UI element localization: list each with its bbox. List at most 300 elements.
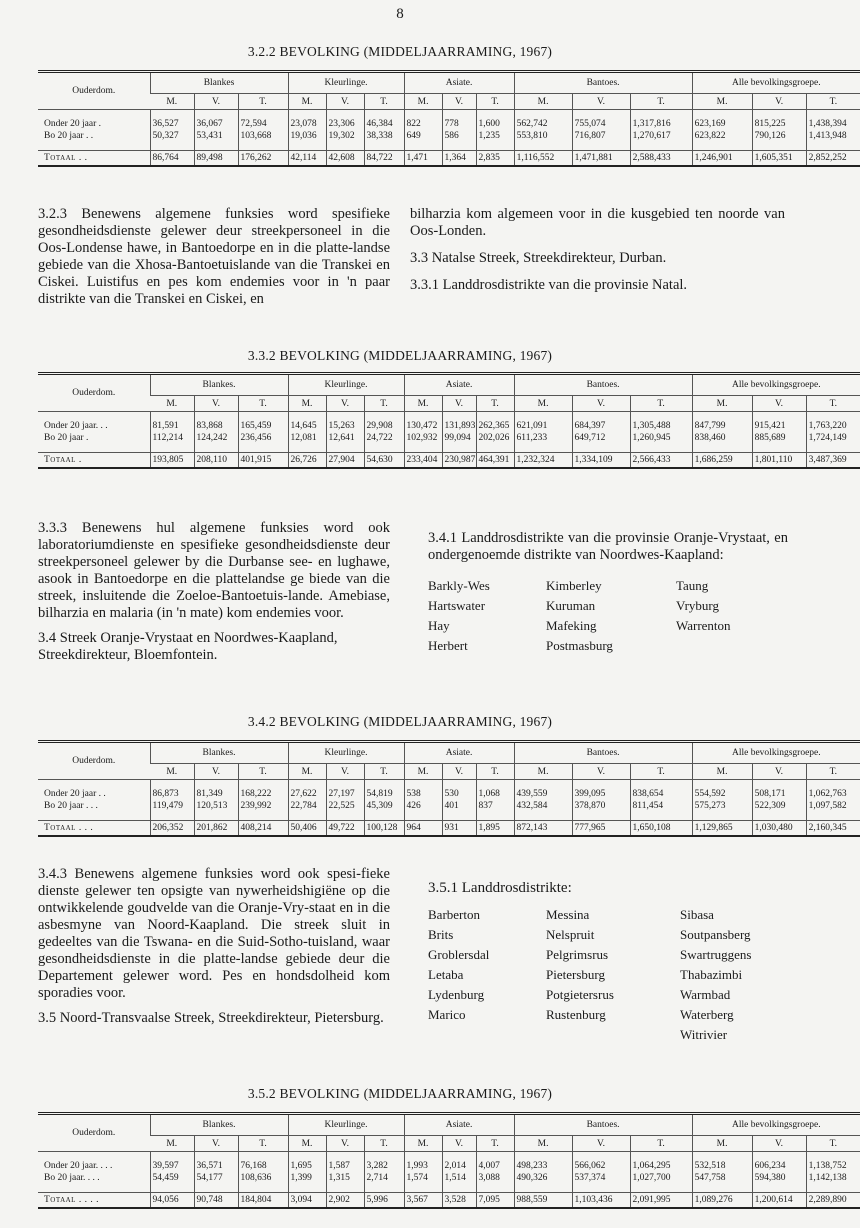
table-row — [38, 130, 860, 142]
column-header-group: Blankes. — [150, 1114, 288, 1136]
district-name: Kimberley — [546, 578, 602, 593]
table-cell: 233,404 — [404, 453, 442, 469]
sub-header: V. — [572, 94, 630, 110]
table-cell: 1,200,614 — [752, 1193, 806, 1209]
table-row — [38, 800, 860, 812]
table-cell: 1,605,351 — [752, 151, 806, 167]
column-header-group: Alle bevolkingsgroepe. — [692, 72, 860, 94]
table-cell: 838,460 — [692, 432, 752, 444]
table-row — [38, 1160, 860, 1172]
sub-header: T. — [364, 1136, 404, 1152]
population-table-3-5-2 — [38, 1112, 860, 1209]
section-heading: 3.3 Natalse Streek, Streekdirekteur, Durban. — [410, 250, 667, 266]
table-cell: 1,089,276 — [692, 1193, 752, 1209]
table-cell: 716,807 — [572, 130, 630, 142]
table-cell: 1,438,394 — [806, 118, 860, 130]
table-cell: 1,103,436 — [572, 1193, 630, 1209]
table-cell: 1,246,901 — [692, 151, 752, 167]
sub-header: T. — [364, 94, 404, 110]
table-cell: 790,126 — [752, 130, 806, 142]
table-cell: 623,169 — [692, 118, 752, 130]
sub-header: V. — [572, 1136, 630, 1152]
column-header-group: Alle bevolkingsgroepe. — [692, 1114, 860, 1136]
column-header-group: Asiate. — [404, 374, 514, 396]
row-label: Totaal . . . — [38, 821, 150, 837]
sub-header: T. — [806, 764, 860, 780]
table-cell: 401,915 — [238, 453, 288, 469]
row-label: Onder 20 jaar. . . — [44, 421, 108, 431]
sub-header: M. — [692, 764, 752, 780]
table-cell: 14,645 — [288, 420, 326, 432]
table-cell: 1,686,259 — [692, 453, 752, 469]
table-cell: 532,518 — [692, 1160, 752, 1172]
table-cell: 2,091,995 — [630, 1193, 692, 1209]
sub-header: V. — [442, 764, 476, 780]
sub-header: M. — [150, 396, 194, 412]
table-cell: 108,636 — [238, 1172, 288, 1184]
table-cell: 623,822 — [692, 130, 752, 142]
district-name — [676, 636, 786, 656]
sub-header: V. — [194, 764, 238, 780]
table-cell: 208,110 — [194, 453, 238, 469]
district-name: Pietersburg — [546, 967, 605, 982]
column-header-group: Asiate. — [404, 1114, 514, 1136]
table-cell: 100,128 — [364, 821, 404, 837]
table-caption-3-3-2: 3.3.2 BEVOLKING (MIDDELJAARRAMING, 1967) — [247, 348, 553, 363]
table-cell: 562,742 — [514, 118, 572, 130]
sub-header: M. — [692, 1136, 752, 1152]
sub-header: M. — [404, 94, 442, 110]
table-cell: 1,064,295 — [630, 1160, 692, 1172]
table-cell: 90,748 — [194, 1193, 238, 1209]
table-cell: 1,364 — [442, 151, 476, 167]
district-name: Mafeking — [546, 618, 597, 633]
table-cell: 915,421 — [752, 420, 806, 432]
district-name: Lydenburg — [428, 987, 485, 1002]
sub-header: V. — [572, 764, 630, 780]
table-cell: 46,384 — [364, 118, 404, 130]
column-header-group: Bantoes. — [514, 742, 692, 764]
column-header-group: Asiate. — [404, 742, 514, 764]
table-row — [38, 432, 860, 444]
sub-header: V. — [752, 94, 806, 110]
population-table-3-3-2 — [38, 372, 860, 469]
table-cell: 1,514 — [442, 1172, 476, 1184]
population-table-3-2-2 — [38, 70, 860, 167]
para-3-2-3 — [38, 206, 390, 316]
column-header-age: Ouderdom. — [38, 742, 150, 780]
table-cell: 586 — [442, 130, 476, 142]
table-cell: 36,067 — [194, 118, 238, 130]
total-row — [38, 821, 860, 837]
table-cell: 120,513 — [194, 800, 238, 812]
sub-header: M. — [404, 396, 442, 412]
table-cell: 23,078 — [288, 118, 326, 130]
table-cell: 230,987 — [442, 453, 476, 469]
table-row — [38, 1172, 860, 1184]
table-cell: 2,852,252 — [806, 151, 860, 167]
section-3-4-1 — [428, 530, 788, 656]
table-cell: 1,399 — [288, 1172, 326, 1184]
para-3-3-3 — [38, 520, 390, 672]
table-cell: 19,036 — [288, 130, 326, 142]
table-cell: 1,235 — [476, 130, 514, 142]
row-label: Totaal . . . . — [38, 1193, 150, 1209]
table-cell: 22,784 — [288, 800, 326, 812]
table-cell: 42,114 — [288, 151, 326, 167]
sub-header: T. — [238, 1136, 288, 1152]
district-name: Hay — [428, 618, 450, 633]
table-cell: 45,309 — [364, 800, 404, 812]
sub-header: T. — [238, 396, 288, 412]
sub-header: M. — [404, 764, 442, 780]
district-name — [546, 1025, 680, 1045]
row-label: Onder 20 jaar . — [44, 119, 101, 129]
table-cell: 50,327 — [150, 130, 194, 142]
table-cell: 931 — [442, 821, 476, 837]
table-cell: 29,908 — [364, 420, 404, 432]
table-cell: 3,567 — [404, 1193, 442, 1209]
table-cell: 12,641 — [326, 432, 364, 444]
table-cell: 102,932 — [404, 432, 442, 444]
row-label: Onder 20 jaar. . . . — [44, 1161, 113, 1171]
table-cell: 26,726 — [288, 453, 326, 469]
sub-header: T. — [476, 94, 514, 110]
sub-header: V. — [326, 396, 364, 412]
district-name: Letaba — [428, 967, 464, 982]
table-cell: 2,160,345 — [806, 821, 860, 837]
para-text: 3.3.3 Benewens hul algemene funksies word ook laboratoriumdienste en spesifieke gesondheidsdienste deur streekpersoneel gelewer by die Durbanse see- en lughawe, asook in Bantoedorpe en die plattelandse ge biede van die streek, insluitende die Zoeloe-Bantoetuis-lande. Amebiase, bilharzia en malaria (in 'n mate) kom endemies voor. — [38, 520, 390, 621]
table-row — [38, 118, 860, 130]
table-cell: 236,456 — [238, 432, 288, 444]
table-cell: 778 — [442, 118, 476, 130]
table-cell: 554,592 — [692, 788, 752, 800]
table-cell: 401 — [442, 800, 476, 812]
table-cell: 1,027,700 — [630, 1172, 692, 1184]
sub-header: T. — [806, 1136, 860, 1152]
sub-header: T. — [476, 396, 514, 412]
sub-header: T. — [806, 94, 860, 110]
district-name: Nelspruit — [546, 927, 595, 942]
table-cell: 54,459 — [150, 1172, 194, 1184]
sub-header: M. — [288, 396, 326, 412]
district-name: Barkly-Wes — [428, 578, 490, 593]
table-cell: 1,315 — [326, 1172, 364, 1184]
district-list — [428, 576, 788, 656]
column-header-group: Blankes. — [150, 742, 288, 764]
sub-header: M. — [692, 94, 752, 110]
table-cell: 84,722 — [364, 151, 404, 167]
table-cell: 86,764 — [150, 151, 194, 167]
district-name: Potgietersrus — [546, 987, 614, 1002]
table-cell: 1,232,324 — [514, 453, 572, 469]
sub-header: T. — [238, 94, 288, 110]
table-cell: 547,758 — [692, 1172, 752, 1184]
table-cell: 1,334,109 — [572, 453, 630, 469]
table-cell: 119,479 — [150, 800, 194, 812]
sub-header: T. — [476, 1136, 514, 1152]
district-name: Kuruman — [546, 598, 596, 613]
column-header-group: Blankes — [150, 72, 288, 94]
table-cell: 5,996 — [364, 1193, 404, 1209]
table-cell: 54,819 — [364, 788, 404, 800]
row-label: Totaal . . — [38, 151, 150, 167]
table-cell: 837 — [476, 800, 514, 812]
total-row — [38, 1193, 860, 1209]
table-cell: 553,810 — [514, 130, 572, 142]
table-cell: 3,094 — [288, 1193, 326, 1209]
table-cell: 872,143 — [514, 821, 572, 837]
table-cell: 130,472 — [404, 420, 442, 432]
table-cell: 89,498 — [194, 151, 238, 167]
table-cell: 1,142,138 — [806, 1172, 860, 1184]
table-cell: 1,030,480 — [752, 821, 806, 837]
para-text: 3.4.1 Landdrosdistrikte van die provinsie Oranje-Vrystaat, en ondergenoemde distrikte van Noordwes-Kaapland: — [428, 530, 788, 563]
sub-header: V. — [572, 396, 630, 412]
district-name: Sibasa — [680, 907, 714, 922]
table-cell: 239,992 — [238, 800, 288, 812]
table-cell: 86,873 — [150, 788, 194, 800]
section-3-5-1 — [428, 880, 788, 1045]
sub-header: T. — [476, 764, 514, 780]
column-header-group: Bantoes. — [514, 1114, 692, 1136]
table-cell: 530 — [442, 788, 476, 800]
table-cell: 439,559 — [514, 788, 572, 800]
table-cell: 1,471 — [404, 151, 442, 167]
table-cell: 22,525 — [326, 800, 364, 812]
table-cell: 54,630 — [364, 453, 404, 469]
table-cell: 1,260,945 — [630, 432, 692, 444]
sub-header: T. — [630, 396, 692, 412]
table-cell: 755,074 — [572, 118, 630, 130]
district-name: Pelgrimsrus — [546, 947, 609, 962]
table-cell: 522,309 — [752, 800, 806, 812]
section-3-3 — [410, 206, 785, 304]
table-cell: 537,374 — [572, 1172, 630, 1184]
column-header-group: Kleurlinge. — [288, 72, 404, 94]
sub-header: V. — [442, 94, 476, 110]
district-name: Witrivier — [680, 1027, 728, 1042]
table-cell: 1,097,582 — [806, 800, 860, 812]
table-cell: 847,799 — [692, 420, 752, 432]
row-label: Bo 20 jaar . . . — [44, 801, 98, 811]
table-cell: 112,214 — [150, 432, 194, 444]
district-name: Herbert — [428, 638, 468, 653]
table-cell: 566,062 — [572, 1160, 630, 1172]
table-row — [38, 420, 860, 432]
para-text: 3.5.1 Landdrosdistrikte: — [428, 880, 572, 896]
sub-header: T. — [630, 764, 692, 780]
table-cell: 1,129,865 — [692, 821, 752, 837]
district-name: Soutpansberg — [680, 927, 751, 942]
sub-header: V. — [326, 94, 364, 110]
section-heading: 3.3.1 Landdrosdistrikte van die provinsie Natal. — [410, 277, 688, 293]
district-name: Rustenburg — [546, 1007, 606, 1022]
table-cell: 54,177 — [194, 1172, 238, 1184]
table-cell: 2,014 — [442, 1160, 476, 1172]
sub-header: T. — [364, 764, 404, 780]
table-cell: 184,804 — [238, 1193, 288, 1209]
table-cell: 2,588,433 — [630, 151, 692, 167]
sub-header: M. — [514, 1136, 572, 1152]
column-header-group: Kleurlinge. — [288, 374, 404, 396]
sub-header: M. — [692, 396, 752, 412]
sub-header: V. — [194, 94, 238, 110]
sub-header: T. — [630, 94, 692, 110]
table-cell: 1,270,617 — [630, 130, 692, 142]
sub-header: V. — [326, 1136, 364, 1152]
table-cell: 777,965 — [572, 821, 630, 837]
column-header-age: Ouderdom. — [38, 1114, 150, 1152]
row-label: Totaal . — [38, 453, 150, 469]
table-cell: 1,600 — [476, 118, 514, 130]
para-text: 3.4.3 Benewens algemene funksies word ook spesi-fieke dienste gelewer ten opsigte van nywerheidshigiëne op die ontwikkelende goudvelde van die Oranje-Vry-staat en in die asbesmyne van Noord-Kaapland. Die streek sluit in gedeeltes van die Tswana- en die Suid-Sotho-tuisland, waar gesondheidsdienste in die platte-landse gebiede deur die Departement gelewer word. Pes en hondsdolheid kom sporadies voor. — [38, 866, 390, 1001]
table-caption-3-2-2: 3.2.2 BEVOLKING (MIDDELJAARRAMING, 1967) — [247, 44, 553, 59]
sub-header: V. — [442, 1136, 476, 1152]
sub-header: M. — [514, 396, 572, 412]
table-cell: 39,597 — [150, 1160, 194, 1172]
table-cell: 399,095 — [572, 788, 630, 800]
para-text: bilharzia kom algemeen voor in die kusgebied ten noorde van Oos-Londen. — [410, 206, 785, 239]
table-caption-3-4-2: 3.4.2 BEVOLKING (MIDDELJAARRAMING, 1967) — [247, 714, 553, 729]
table-cell: 2,289,890 — [806, 1193, 860, 1209]
sub-header: V. — [326, 764, 364, 780]
sub-header: V. — [194, 1136, 238, 1152]
table-cell: 594,380 — [752, 1172, 806, 1184]
table-cell: 538 — [404, 788, 442, 800]
district-name: Postmasburg — [546, 638, 613, 653]
section-heading: 3.4 Streek Oranje-Vrystaat en Noordwes-Kaapland, Streekdirekteur, Bloemfontein. — [38, 630, 338, 663]
sub-header: M. — [150, 1136, 194, 1152]
table-cell: 1,650,108 — [630, 821, 692, 837]
table-cell: 1,317,816 — [630, 118, 692, 130]
table-cell: 3,528 — [442, 1193, 476, 1209]
column-header-group: Kleurlinge. — [288, 742, 404, 764]
table-cell: 1,305,488 — [630, 420, 692, 432]
column-header-group: Kleurlinge. — [288, 1114, 404, 1136]
table-cell: 621,091 — [514, 420, 572, 432]
table-cell: 53,431 — [194, 130, 238, 142]
table-cell: 988,559 — [514, 1193, 572, 1209]
sub-header: M. — [514, 764, 572, 780]
table-cell: 19,302 — [326, 130, 364, 142]
table-cell: 202,026 — [476, 432, 514, 444]
column-header-group: Blankes. — [150, 374, 288, 396]
sub-header: V. — [194, 396, 238, 412]
total-row — [38, 453, 860, 469]
table-cell: 262,365 — [476, 420, 514, 432]
table-cell: 1,116,552 — [514, 151, 572, 167]
table-cell: 76,168 — [238, 1160, 288, 1172]
district-name: Warmbad — [680, 987, 731, 1002]
table-cell: 1,138,752 — [806, 1160, 860, 1172]
table-cell: 838,654 — [630, 788, 692, 800]
district-name: Brits — [428, 927, 454, 942]
table-cell: 2,714 — [364, 1172, 404, 1184]
table-cell: 27,197 — [326, 788, 364, 800]
table-cell: 885,689 — [752, 432, 806, 444]
table-cell: 103,668 — [238, 130, 288, 142]
table-cell: 3,088 — [476, 1172, 514, 1184]
table-cell: 24,722 — [364, 432, 404, 444]
table-cell: 3,282 — [364, 1160, 404, 1172]
table-cell: 684,397 — [572, 420, 630, 432]
table-cell: 1,993 — [404, 1160, 442, 1172]
table-cell: 94,056 — [150, 1193, 194, 1209]
district-name: Taung — [676, 578, 709, 593]
section-heading: 3.5 Noord-Transvaalse Streek, Streekdirekteur, Pietersburg. — [38, 1010, 384, 1026]
table-cell: 649 — [404, 130, 442, 142]
district-name: Vryburg — [676, 598, 720, 613]
column-header-group: Bantoes. — [514, 72, 692, 94]
district-name — [428, 1025, 546, 1045]
column-header-group: Alle bevolkingsgroepe. — [692, 374, 860, 396]
sub-header: M. — [150, 764, 194, 780]
table-cell: 27,622 — [288, 788, 326, 800]
table-cell: 124,242 — [194, 432, 238, 444]
table-cell: 36,527 — [150, 118, 194, 130]
column-header-age: Ouderdom. — [38, 374, 150, 412]
sub-header: V. — [752, 396, 806, 412]
table-cell: 606,234 — [752, 1160, 806, 1172]
table-cell: 193,805 — [150, 453, 194, 469]
table-cell: 1,068 — [476, 788, 514, 800]
table-cell: 206,352 — [150, 821, 194, 837]
table-cell: 131,893 — [442, 420, 476, 432]
district-name: Messina — [546, 907, 590, 922]
district-name: Marico — [428, 1007, 466, 1022]
row-label: Bo 20 jaar . — [44, 433, 89, 443]
total-row — [38, 151, 860, 167]
sub-header: V. — [442, 396, 476, 412]
column-header-age: Ouderdom. — [38, 72, 150, 110]
table-cell: 81,349 — [194, 788, 238, 800]
table-cell: 99,094 — [442, 432, 476, 444]
table-cell: 7,095 — [476, 1193, 514, 1209]
table-cell: 508,171 — [752, 788, 806, 800]
table-cell: 12,081 — [288, 432, 326, 444]
table-cell: 2,902 — [326, 1193, 364, 1209]
table-cell: 23,306 — [326, 118, 364, 130]
table-cell: 464,391 — [476, 453, 514, 469]
table-cell: 4,007 — [476, 1160, 514, 1172]
sub-header: T. — [806, 396, 860, 412]
table-cell: 611,233 — [514, 432, 572, 444]
row-label: Bo 20 jaar. . . . — [44, 1173, 100, 1183]
table-cell: 1,062,763 — [806, 788, 860, 800]
table-cell: 811,454 — [630, 800, 692, 812]
table-cell: 81,591 — [150, 420, 194, 432]
table-cell: 72,594 — [238, 118, 288, 130]
para-text: 3.2.3 Benewens algemene funksies word spesifieke gesondheidsdienste gelewer deur streekpersoneel in die Oos-Londense hawe, in Bantoedorpe en in die platte-landse gebiede van die Xhosa-Bantoetuislande van die Transkei en Ciskei. Luistifus en pes kom endemies voor in 'n paar distrikte van die Transkei en Ciskei, en — [38, 206, 390, 307]
table-cell: 42,608 — [326, 151, 364, 167]
sub-header: M. — [514, 94, 572, 110]
table-cell: 575,273 — [692, 800, 752, 812]
table-cell: 822 — [404, 118, 442, 130]
table-cell: 168,222 — [238, 788, 288, 800]
district-name: Waterberg — [680, 1007, 734, 1022]
district-name: Thabazimbi — [680, 967, 743, 982]
table-cell: 83,868 — [194, 420, 238, 432]
table-cell: 1,724,149 — [806, 432, 860, 444]
district-name: Barberton — [428, 907, 480, 922]
row-label: Onder 20 jaar . . — [44, 789, 106, 799]
district-name: Hartswater — [428, 598, 486, 613]
table-cell: 649,712 — [572, 432, 630, 444]
table-cell: 38,338 — [364, 130, 404, 142]
sub-header: M. — [288, 94, 326, 110]
table-cell: 1,895 — [476, 821, 514, 837]
